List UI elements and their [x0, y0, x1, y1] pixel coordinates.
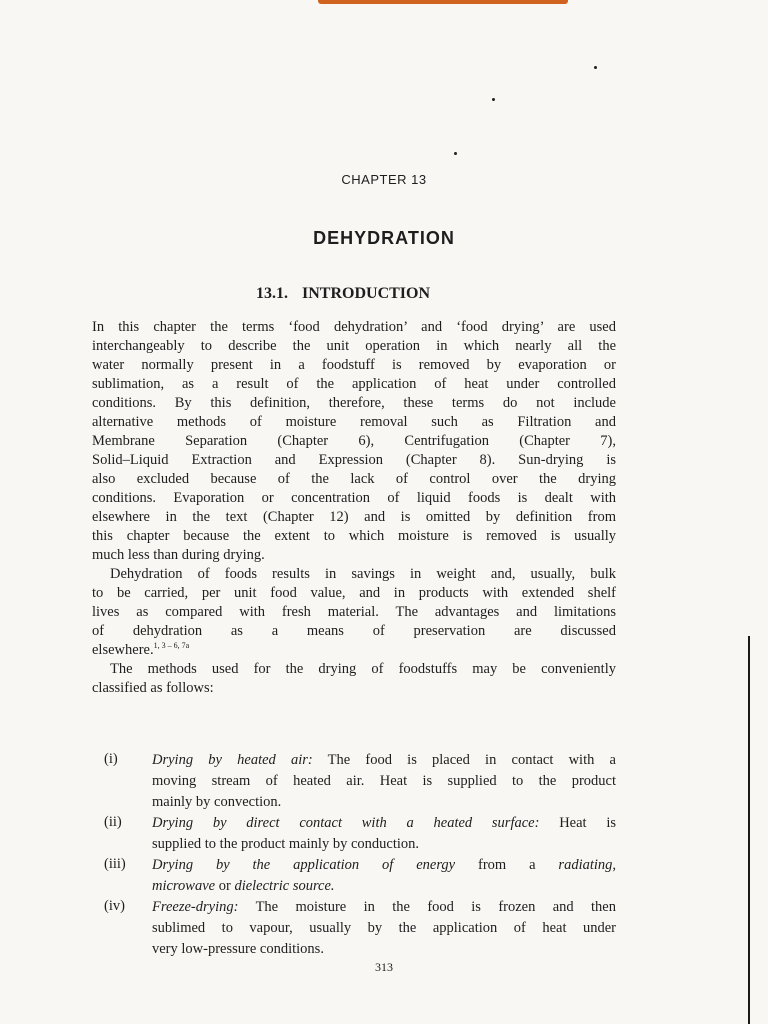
text-line: Membrane Separation (Chapter 6), Centrifugation (Chapter 7), [92, 433, 616, 449]
text-line: In this chapter the terms ‘food dehydration’ and ‘food drying’ are used [92, 319, 616, 335]
text-line: moving stream of heated air. Heat is supplied to the product [152, 773, 616, 789]
text-fragment: microwave [152, 878, 216, 894]
text-line: to be carried, per unit food value, and in products with extended shelf [92, 585, 616, 601]
text-line: mainly by convection. [152, 794, 282, 810]
text-line: much less than during drying. [92, 547, 265, 563]
text-line: this chapter because the extent to which moisture is removed is usually [92, 528, 616, 544]
text-line [152, 897, 616, 918]
text-fragment: Heat is [559, 815, 616, 831]
page-top-edge [318, 0, 568, 4]
text-line: of dehydration as a means of preservation are discussed [92, 623, 616, 639]
paragraph-3 [92, 660, 616, 698]
methods-list [92, 750, 616, 960]
body-text [92, 318, 616, 960]
text-line: also excluded because of the lack of control over the drying [92, 471, 616, 487]
text-line: The methods used for the drying of foodstuffs may be conveniently [110, 661, 616, 677]
paragraph-1 [92, 318, 616, 565]
text-line: water normally present in a foodstuff is removed by evaporation or [92, 357, 616, 373]
text-line: elsewhere in the text (Chapter 12) and is omitted by definition from [92, 509, 616, 525]
list-item-lead: Drying by heated air: [152, 752, 313, 768]
text-line: alternative methods of moisture removal such as Filtration and [92, 414, 616, 430]
text-fragment: elsewhere. [92, 642, 154, 658]
section-heading [256, 285, 430, 303]
list-item-lead: Freeze-drying: [152, 899, 239, 915]
chapter-label: CHAPTER 13 [341, 172, 427, 187]
text-line [152, 855, 616, 876]
list-item-lead: Drying by direct contact with a heated surface: [152, 815, 540, 831]
text-line: very low-pressure conditions. [152, 941, 324, 957]
dust-speck [492, 98, 495, 101]
list-item-label: (iii) [104, 856, 126, 872]
list-item [92, 897, 616, 960]
text-fragment: radiating, [558, 857, 616, 873]
list-item [92, 813, 616, 855]
list-item [92, 855, 616, 897]
list-item [92, 750, 616, 813]
page-number: 313 [375, 960, 393, 974]
text-fragment: from a [478, 857, 536, 873]
text-line: Solid–Liquid Extraction and Expression (Chapter 8). Sun-drying is [92, 452, 616, 468]
text-line [152, 750, 616, 771]
text-fragment: dielectric source. [234, 878, 335, 894]
list-item-label: (iv) [104, 898, 125, 914]
text-line: supplied to the product mainly by conduction. [152, 836, 419, 852]
page-title: DEHYDRATION [313, 228, 455, 248]
section-title: INTRODUCTION [302, 285, 431, 302]
text-line [92, 641, 616, 660]
text-fragment: The moisture in the food is frozen and then [255, 899, 616, 915]
text-line: interchangeably to describe the unit operation in which nearly all the [92, 338, 616, 354]
list-item-lead: Drying by the application of energy [152, 857, 456, 873]
list-item-label: (ii) [104, 814, 122, 830]
dust-speck [454, 152, 457, 155]
text-line: classified as follows: [92, 680, 214, 696]
dust-speck [594, 66, 597, 69]
text-fragment: The food is placed in contact with a [327, 752, 616, 768]
text-line: sublimation, as a result of the application of heat under controlled [92, 376, 616, 392]
text-line [152, 876, 616, 897]
text-line: conditions. Evaporation or concentration of liquid foods is dealt with [92, 490, 616, 506]
text-line: Dehydration of foods results in savings in weight and, usually, bulk [110, 566, 616, 582]
section-number: 13.1. [256, 285, 288, 302]
text-line: conditions. By this definition, therefore, these terms do not include [92, 395, 616, 411]
list-item-label: (i) [104, 751, 118, 767]
paragraph-2 [92, 565, 616, 660]
text-line: sublimed to vapour, usually by the application of heat under [152, 920, 616, 936]
text-line [152, 813, 616, 834]
reference-superscript: 1, 3 – 6, 7a [153, 641, 190, 651]
text-fragment: or [218, 878, 231, 894]
text-line: lives as compared with fresh material. The advantages and limitations [92, 604, 616, 620]
